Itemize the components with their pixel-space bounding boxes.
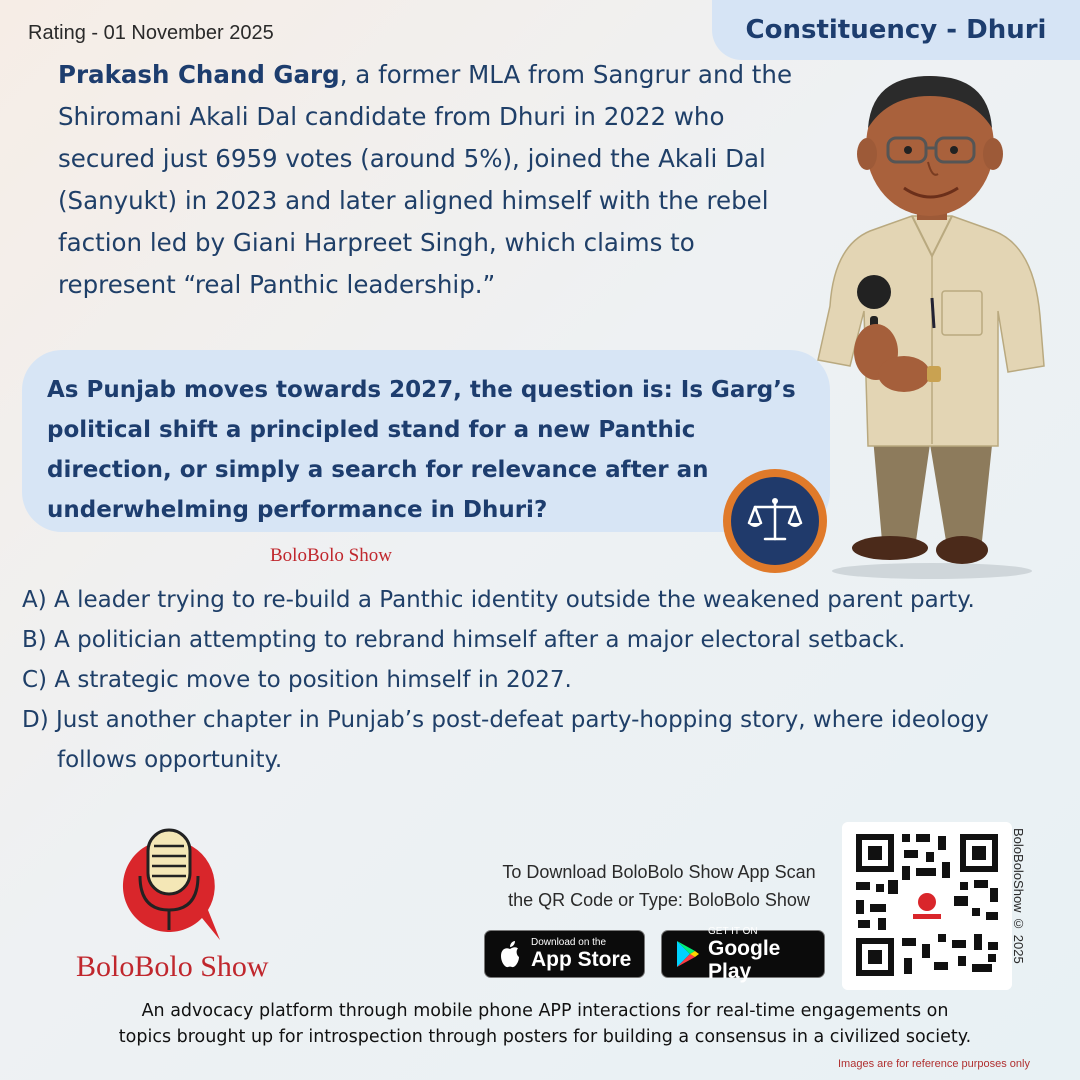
app-store-button[interactable]: Download on the App Store: [484, 930, 645, 978]
politician-illustration: [812, 66, 1052, 581]
microphone-speech-bubble-icon: [110, 826, 228, 944]
question-panel: [22, 350, 830, 532]
image-disclaimer: Images are for reference purposes only: [838, 1058, 1030, 1070]
rating-date: Rating - 01 November 2025: [28, 22, 274, 44]
download-instructions: To Download BoloBolo Show App Scan the QR Code or Type: BoloBolo Show: [502, 862, 816, 910]
question-text: As Punjab moves towards 2027, the question is: Is Garg’s political shift a principled stand for a new Panthic direction, or simply a search for relevance after an underwhelming performance in Dhuri?: [47, 377, 796, 523]
apple-icon: [497, 939, 523, 969]
qr-code[interactable]: [842, 822, 1012, 990]
candidate-name: Prakash Chand Garg: [58, 60, 340, 89]
scale-of-justice-badge: [723, 469, 827, 573]
option-a: A) A leader trying to re-build a Panthic identity outside the weakened parent party.: [22, 587, 975, 613]
constituency-tag: Constituency - Dhuri: [712, 0, 1080, 60]
option-b: B) A politician attempting to rebrand himself after a major electoral setback.: [22, 627, 906, 653]
brand-logo-text: BoloBolo Show: [76, 950, 269, 983]
scale-of-justice-icon: [745, 491, 805, 551]
watermark: BoloBolo Show: [270, 545, 392, 566]
google-play-button[interactable]: GET IT ON Google Play: [661, 930, 825, 978]
google-play-icon: [674, 939, 700, 969]
intro-text: , a former MLA from Sangrur and the Shiromani Akali Dal candidate from Dhuri in 2022 who secured just 6959 votes (around 5%), joined the Akali Dal (Sanyukt) in 2023 and later aligned himself with the rebel faction led by Giani Harpreet Singh, which claims to represent “real Panthic leadership.”: [58, 60, 793, 299]
answer-options: [22, 580, 1067, 780]
platform-tagline: An advocacy platform through mobile phone APP interactions for real-time engagements on topics brought up for introspection through posters for building a consensus in a civilized society.: [118, 1001, 972, 1047]
option-c: C) A strategic move to position himself in 2027.: [22, 667, 572, 693]
copyright-text: BoloBoloShow © 2025: [1011, 828, 1026, 964]
intro-paragraph: [58, 54, 808, 306]
option-d: D) Just another chapter in Punjab’s post-defeat party-hopping story, where ideology follows opportunity.: [22, 707, 989, 773]
